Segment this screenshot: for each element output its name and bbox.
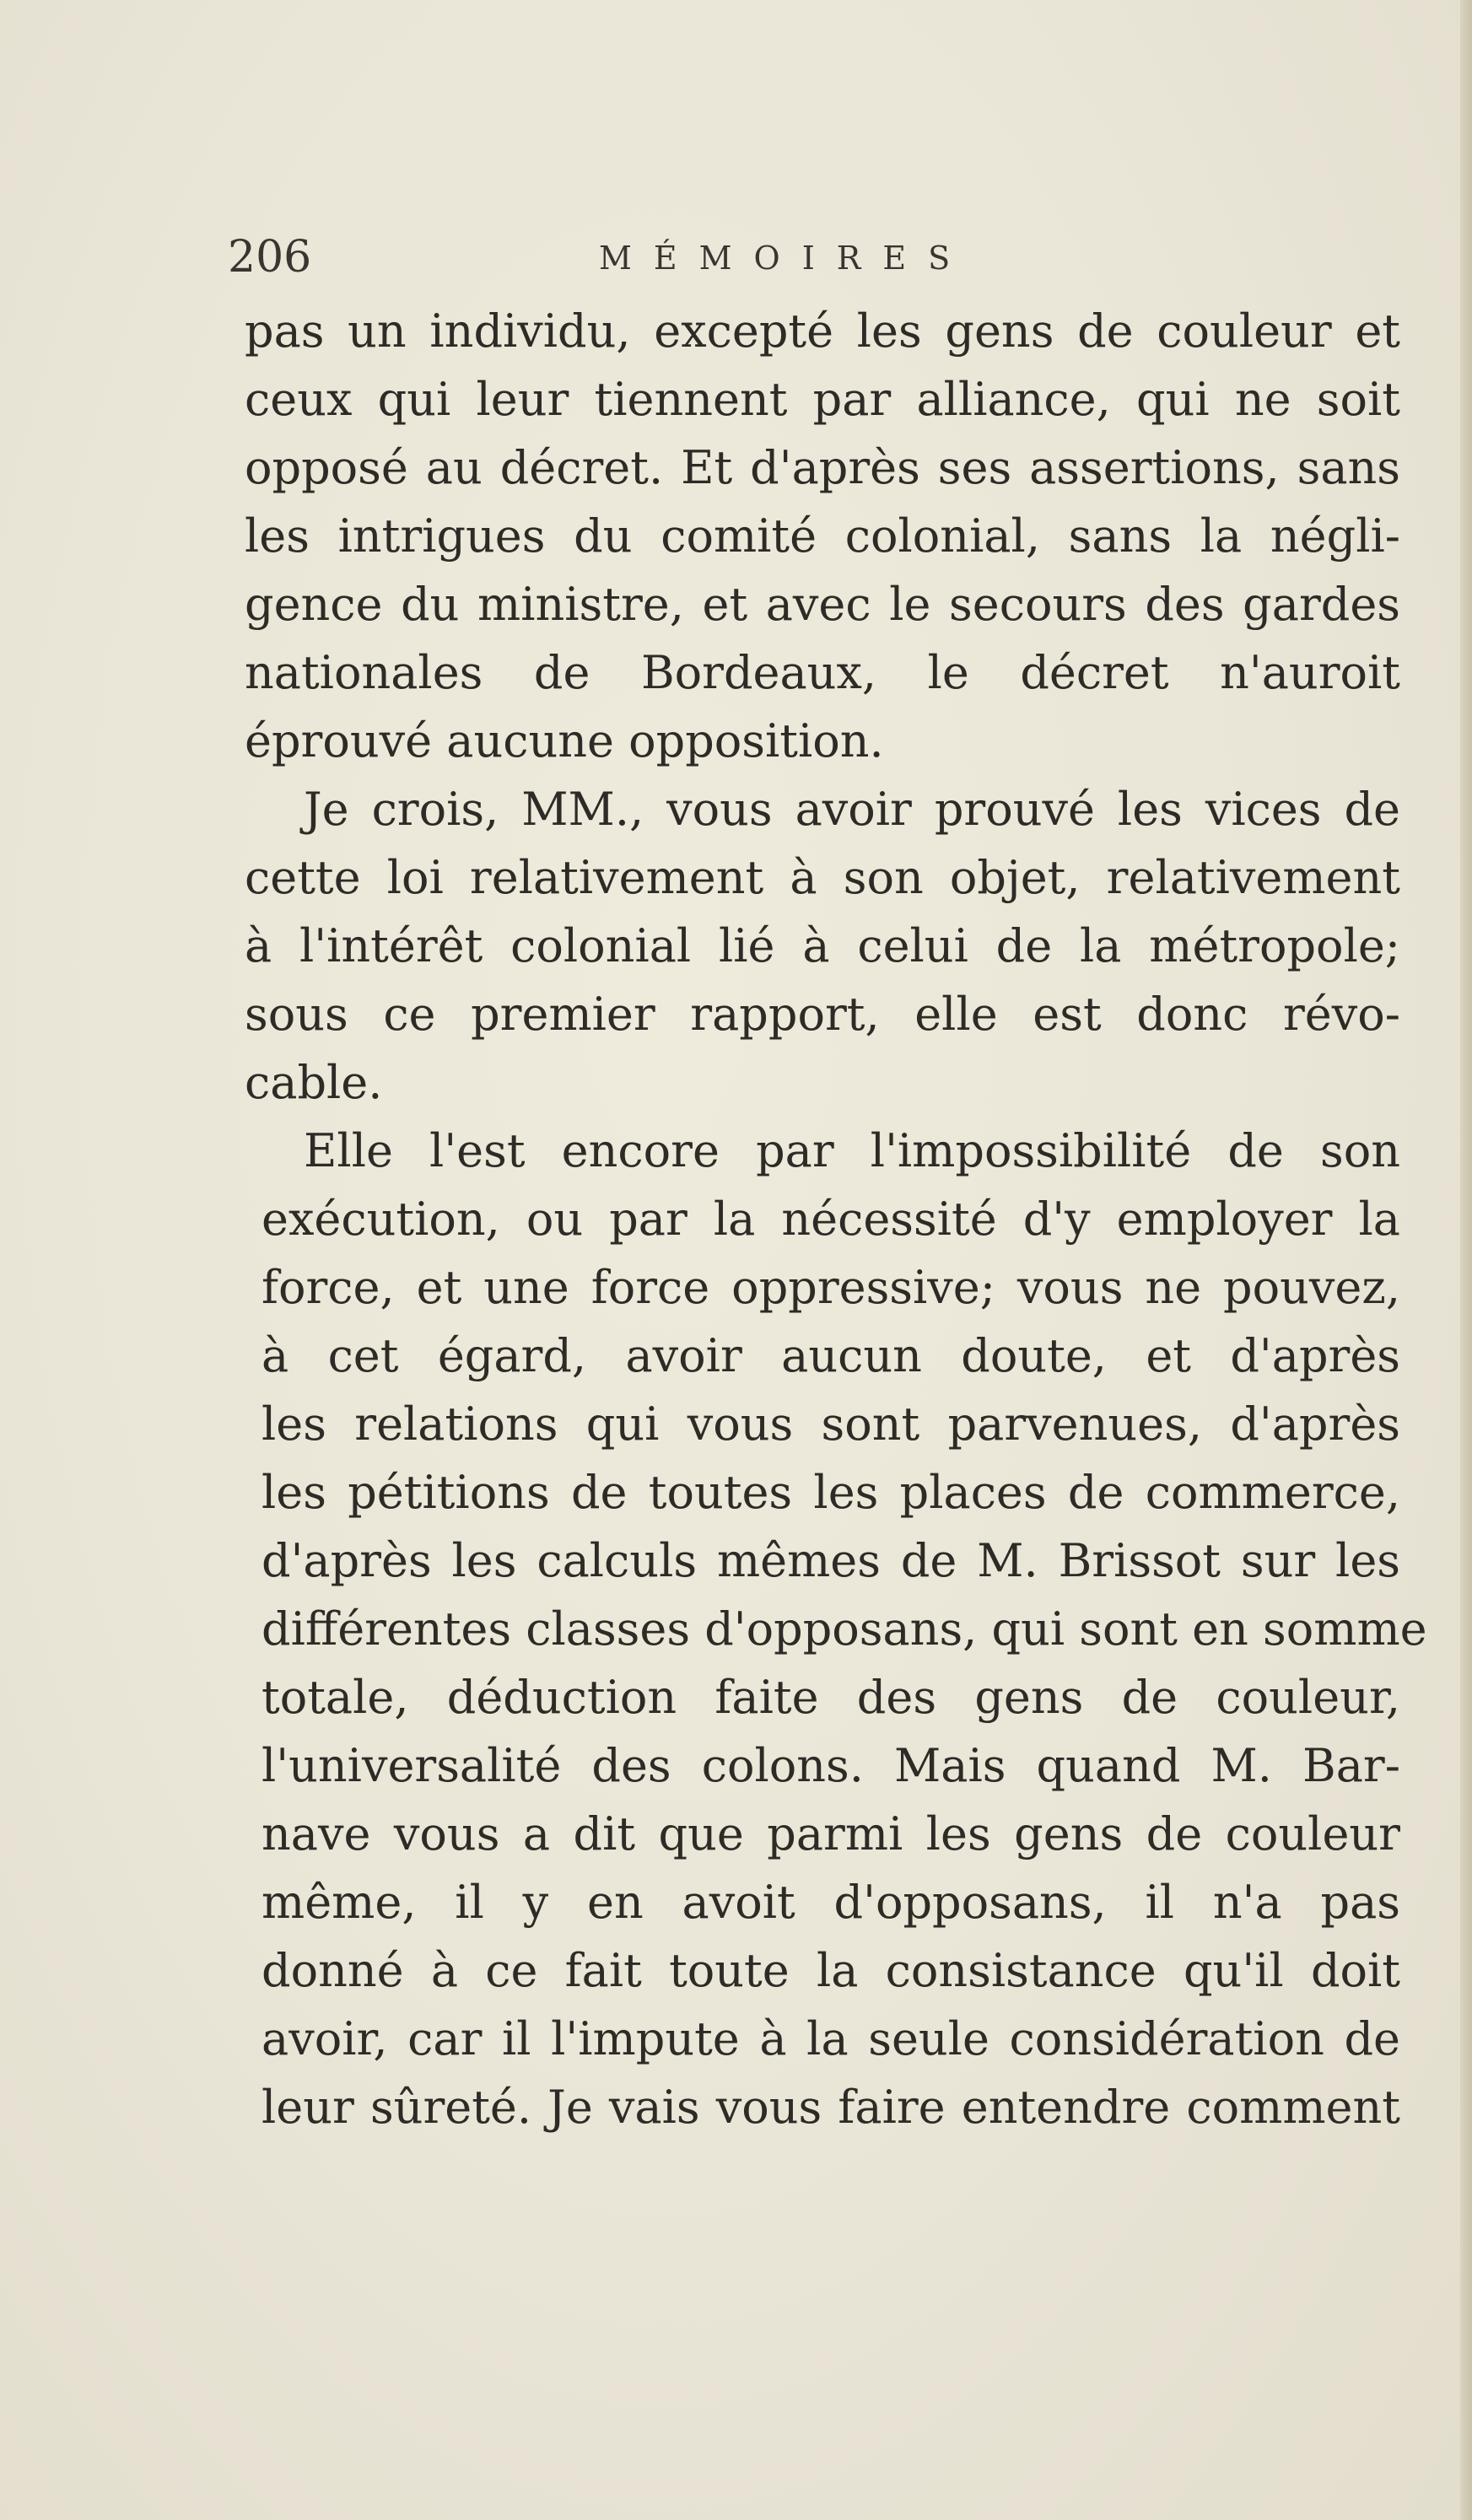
text-line: même, il y en avoit d'opposans, il n'a pas xyxy=(262,1876,1400,1929)
text-line: les pétitions de toutes les places de commerce, xyxy=(262,1466,1400,1519)
text-line: nave vous a dit que parmi les gens de couleur xyxy=(262,1807,1400,1860)
text-line: force, et une force oppressive; vous ne pouvez, xyxy=(262,1261,1400,1314)
text-line: cette loi relativement à son objet, relativement xyxy=(245,851,1400,904)
text-line: leur sûreté. Je vais vous faire entendre comment xyxy=(262,2081,1400,2134)
text-line: l'universalité des colons. Mais quand M. Bar- xyxy=(262,1739,1400,1792)
page-number: 206 xyxy=(228,232,312,283)
paragraph-first-line: Elle l'est encore par l'impossibilité de son xyxy=(304,1124,1400,1177)
text-line: totale, déduction faite des gens de couleur, xyxy=(262,1671,1400,1724)
running-head xyxy=(228,232,1383,283)
paragraph-first-line: Je crois, MM., vous avoir prouvé les vices de xyxy=(304,783,1400,836)
text-line: d'après les calculs mêmes de M. Brissot sur les xyxy=(262,1534,1400,1587)
text-line: donné à ce fait toute la consistance qu'il doit xyxy=(262,1944,1400,1997)
text-line: les relations qui vous sont parvenues, d'après xyxy=(262,1397,1400,1451)
text-line: sous ce premier rapport, elle est donc révo- xyxy=(245,988,1400,1041)
text-line: nationales de Bordeaux, le décret n'auroit xyxy=(245,646,1400,699)
text-line: les intrigues du comité colonial, sans la négli- xyxy=(245,509,1400,563)
text-line: exécution, ou par la nécessité d'y employer la xyxy=(262,1193,1400,1246)
body-text xyxy=(245,297,1427,2141)
text-line: pas un individu, excepté les gens de couleur et xyxy=(245,304,1400,358)
page-edge xyxy=(1460,0,1472,2520)
text-line: avoir, car il l'impute à la seule considération de xyxy=(262,2012,1400,2065)
text-line: différentes classes d'opposans, qui sont en somme xyxy=(262,1602,1427,1656)
running-title: MÉMOIRES xyxy=(599,240,973,277)
text-line: à cet égard, avoir aucun doute, et d'après xyxy=(262,1329,1400,1382)
text-line: gence du ministre, et avec le secours des gardes xyxy=(245,578,1400,631)
text-line: éprouvé aucune opposition. xyxy=(245,714,884,767)
text-line: opposé au décret. Et d'après ses assertions, sans xyxy=(245,441,1400,494)
text-line: à l'intérêt colonial lié à celui de la métropole; xyxy=(245,919,1400,972)
text-line: ceux qui leur tiennent par alliance, qui ne soit xyxy=(245,373,1400,426)
text-line: cable. xyxy=(245,1056,383,1109)
